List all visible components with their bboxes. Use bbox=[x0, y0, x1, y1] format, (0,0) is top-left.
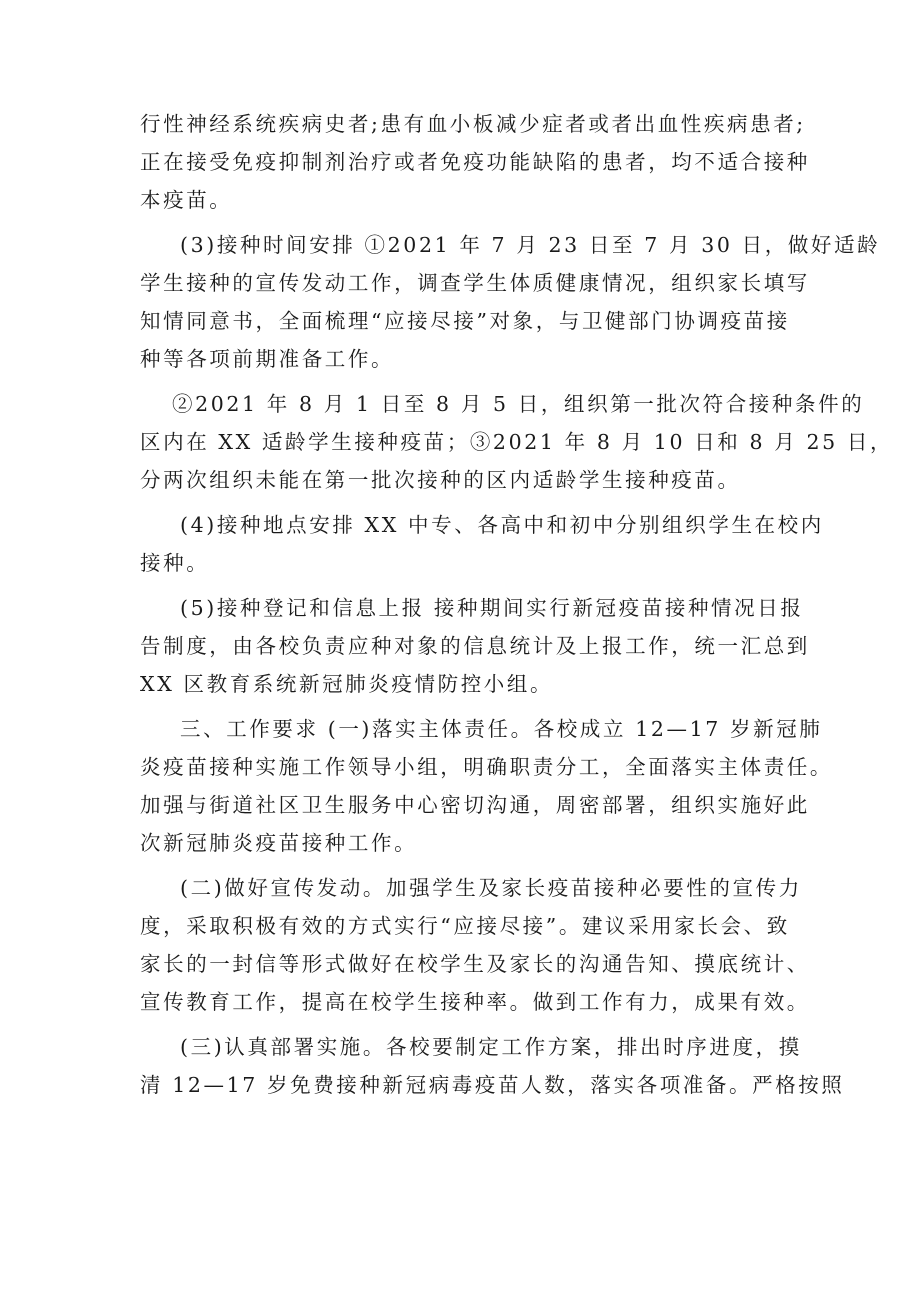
text-line: XX 区教育系统新冠肺炎疫情防控小组。 bbox=[140, 672, 554, 696]
text-line: ②2021 年 8 月 1 日至 8 月 5 日，组织第一批次符合接种条件的 bbox=[172, 392, 865, 416]
text-line: 次新冠肺炎疫苗接种工作。 bbox=[140, 831, 418, 855]
text-line: 知情同意书，全面梳理“应接尽接”对象，与卫健部门协调疫苗接 bbox=[140, 309, 790, 333]
paragraph-schedule-dates bbox=[140, 385, 894, 499]
text-line: 正在接受免疫抑制剂治疗或者免疫功能缺陷的患者，均不适合接种 bbox=[140, 150, 810, 174]
paragraph-location bbox=[140, 506, 824, 582]
text-line: (三)认真部署实施。各校要制定工作方案，排出时序进度，摸 bbox=[180, 1035, 802, 1059]
paragraph-schedule bbox=[140, 226, 881, 378]
paragraph-requirements-1 bbox=[140, 710, 833, 862]
text-line: 度，采取积极有效的方式实行“应接尽接”。建议采用家长会、致 bbox=[140, 914, 790, 938]
text-line: (5)接种登记和信息上报 接种期间实行新冠疫苗接种情况日报 bbox=[180, 596, 804, 620]
text-line: (二)做好宣传发动。加强学生及家长疫苗接种必要性的宣传力 bbox=[180, 876, 802, 900]
paragraph-registration bbox=[140, 589, 810, 703]
text-line: 清 12—17 岁免费接种新冠病毒疫苗人数，落实各项准备。严格按照 bbox=[140, 1073, 845, 1097]
paragraph-requirements-2 bbox=[140, 869, 810, 1021]
text-line: 种等各项前期准备工作。 bbox=[140, 347, 395, 371]
paragraph-contraindications bbox=[140, 105, 810, 219]
document-body bbox=[140, 105, 894, 1104]
text-line: 宣传教育工作，提高在校学生接种率。做到工作有力，成果有效。 bbox=[140, 990, 810, 1014]
text-line: (3)接种时间安排 ①2021 年 7 月 23 日至 7 月 30 日，做好适龄 bbox=[180, 233, 881, 257]
text-line: 告制度，由各校负责应种对象的信息统计及上报工作，统一汇总到 bbox=[140, 634, 810, 658]
text-line: 分两次组织未能在第一批次接种的区内适龄学生接种疫苗。 bbox=[140, 468, 741, 492]
text-line: 炎疫苗接种实施工作领导小组，明确职责分工，全面落实主体责任。 bbox=[140, 755, 833, 779]
text-line: 学生接种的宣传发动工作，调查学生体质健康情况，组织家长填写 bbox=[140, 271, 810, 295]
text-line: 行性神经系统疾病史者;患有血小板减少症者或者出血性疾病患者; bbox=[140, 112, 806, 136]
text-line: 本疫苗。 bbox=[140, 188, 233, 212]
text-line: 加强与街道社区卫生服务中心密切沟通，周密部署，组织实施好此 bbox=[140, 793, 810, 817]
text-line: 区内在 XX 适龄学生接种疫苗；③2021 年 8 月 10 日和 8 月 25 日， bbox=[140, 430, 894, 454]
text-line: (4)接种地点安排 XX 中专、各高中和初中分别组织学生在校内 bbox=[180, 513, 824, 537]
text-line: 接种。 bbox=[140, 551, 210, 575]
text-line: 家长的一封信等形式做好在校学生及家长的沟通告知、摸底统计、 bbox=[140, 952, 810, 976]
text-line: 三、工作要求 (一)落实主体责任。各校成立 12—17 岁新冠肺 bbox=[180, 717, 823, 741]
paragraph-requirements-3 bbox=[140, 1028, 845, 1104]
